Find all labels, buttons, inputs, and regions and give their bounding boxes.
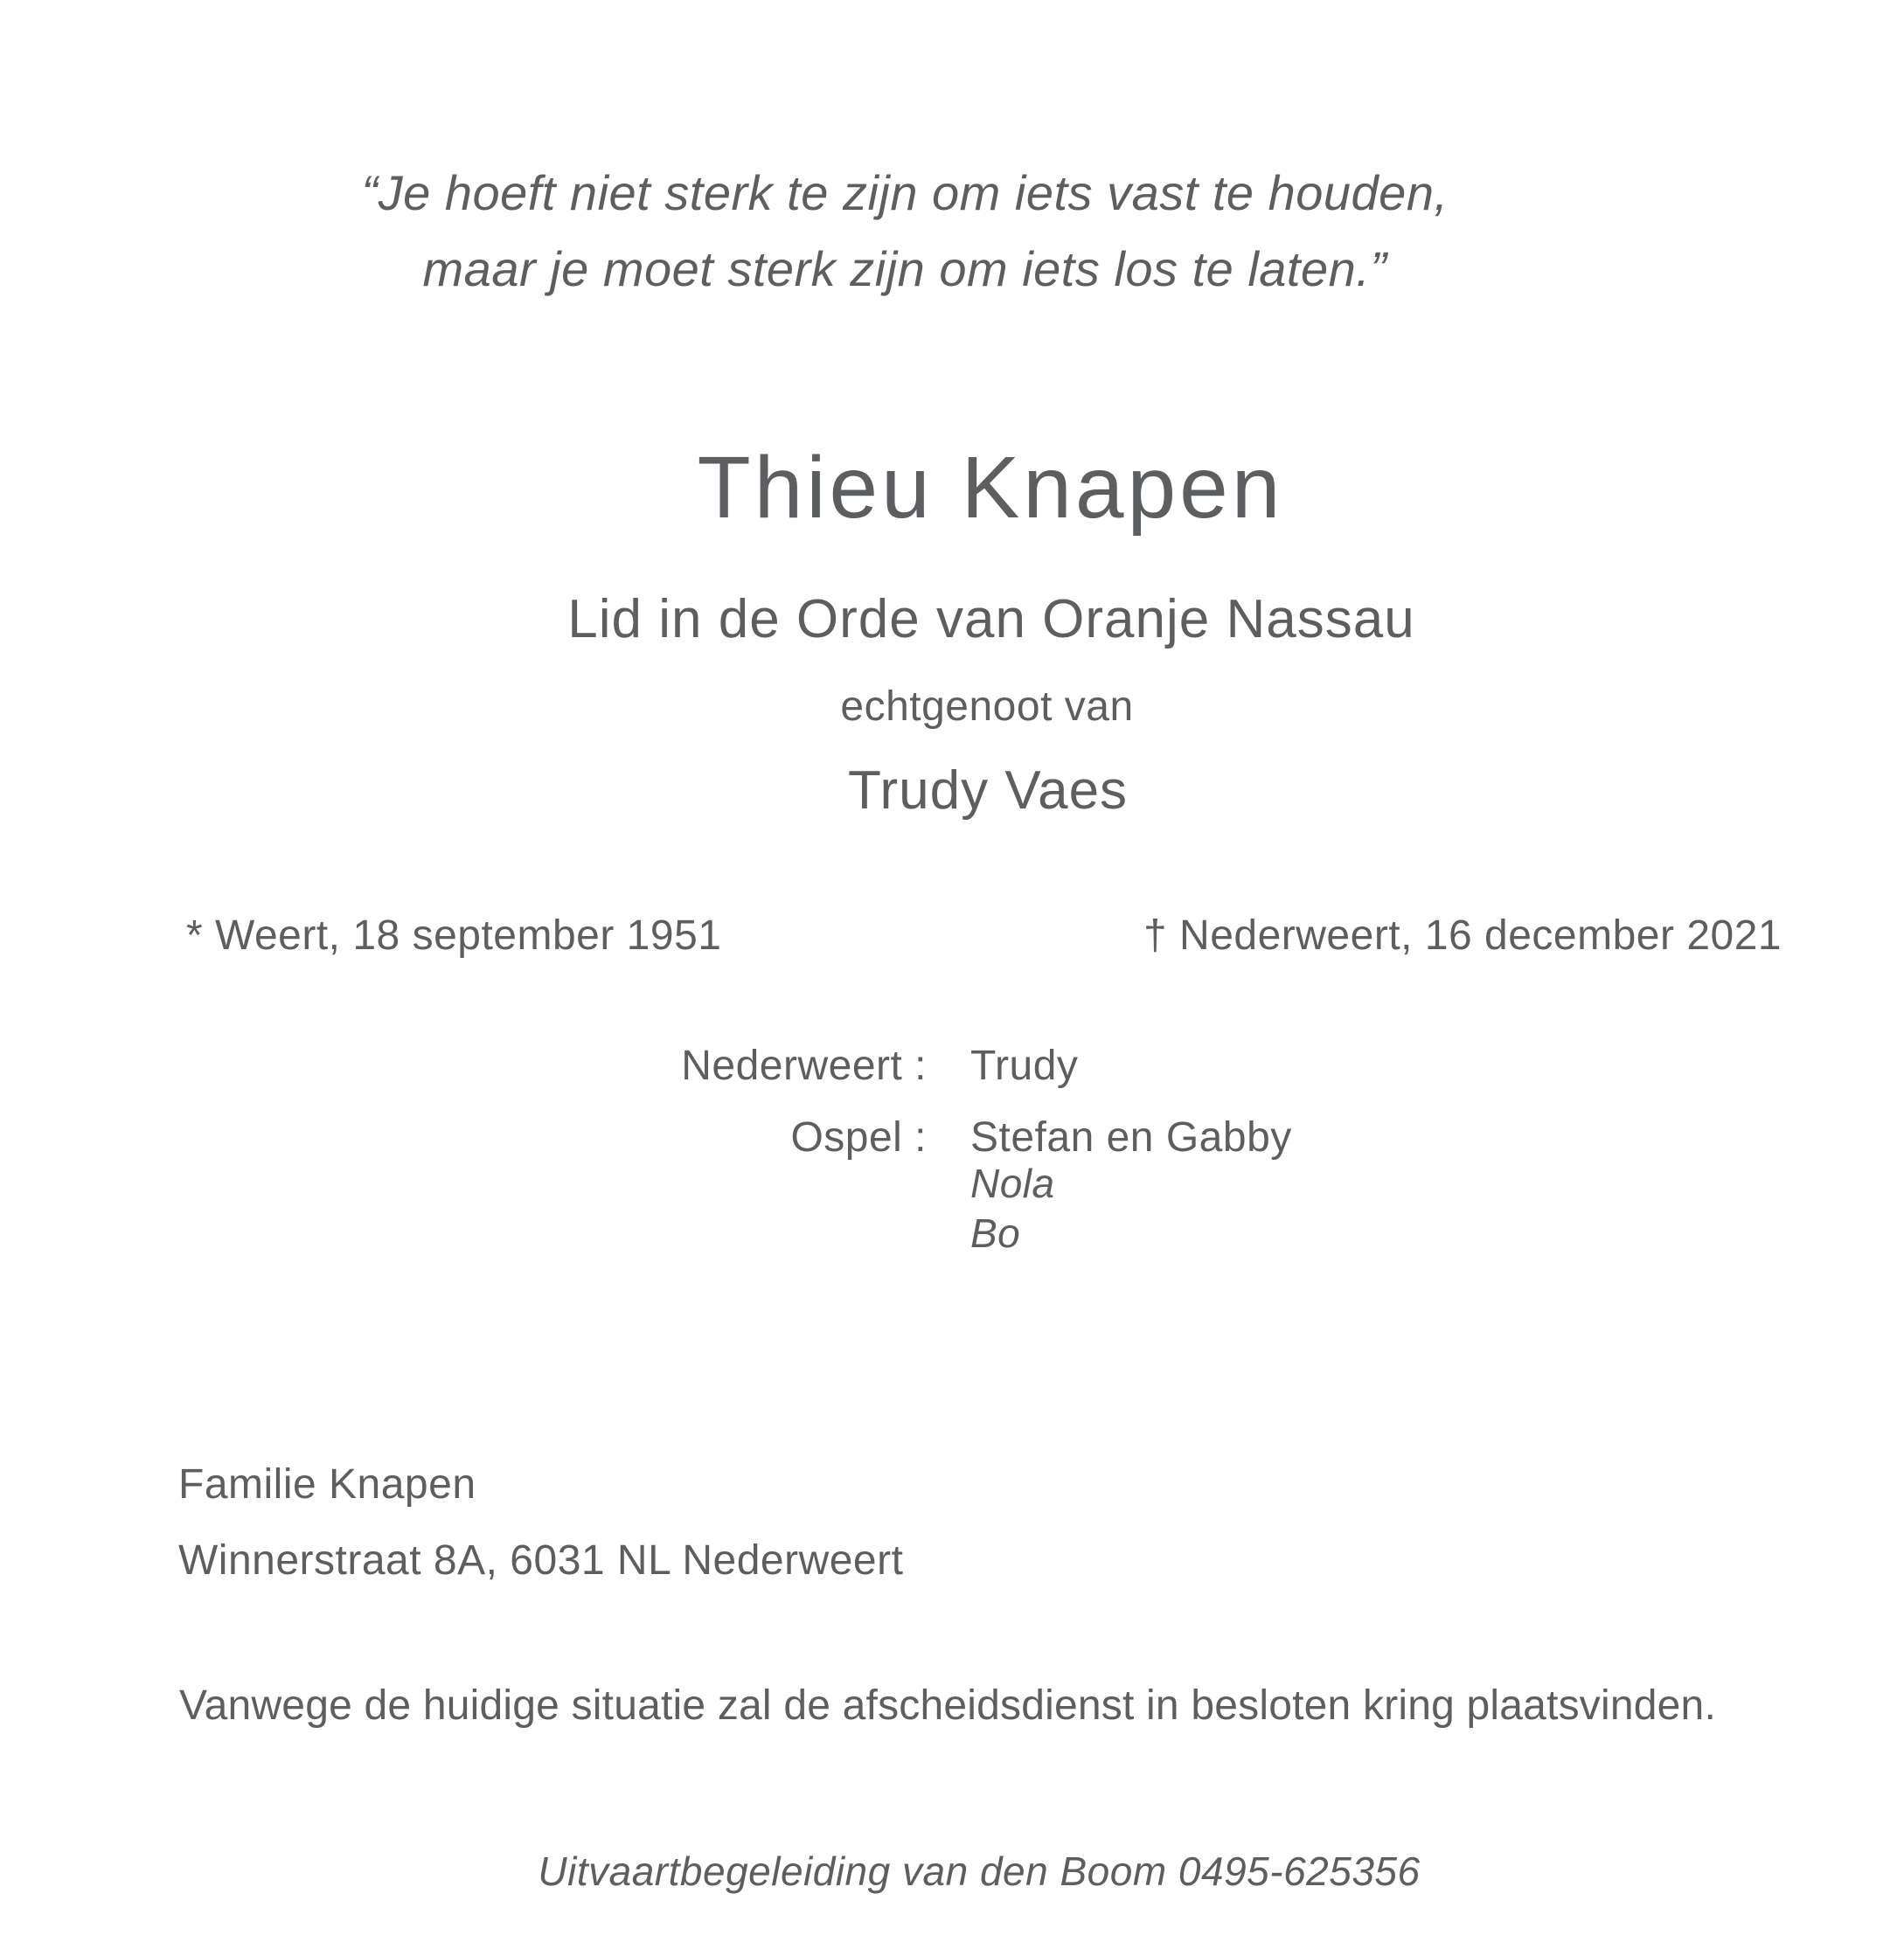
family-row bbox=[0, 1045, 1904, 1098]
street-address-line: Winnerstraat 8A, 6031 NL Nederweert bbox=[178, 1537, 904, 1584]
family-row bbox=[0, 1114, 1904, 1169]
private-service-notice: Vanwege de huidige situatie zal de afscheidsdienst in besloten kring plaatsvinden. bbox=[179, 1682, 1716, 1729]
correspondence-address bbox=[178, 1446, 903, 1599]
funeral-director-credit: Uitvaartbegeleiding van den Boom 0495-625356 bbox=[538, 1848, 1421, 1894]
royal-honor: Lid in de Orde van Oranje Nassau bbox=[567, 589, 1415, 649]
family-name-line: Familie Knapen bbox=[178, 1461, 476, 1508]
grandchild-name: Bo bbox=[970, 1210, 1021, 1256]
opening-quote bbox=[361, 155, 1448, 307]
deceased-name: Thieu Knapen bbox=[697, 439, 1284, 537]
death-place-date: † Nederweert, 16 december 2021 bbox=[1143, 912, 1782, 959]
grandchild-name: Nola bbox=[970, 1161, 1055, 1206]
quote-line-1: “Je hoeft niet sterk te zijn om iets vast te houden, bbox=[361, 165, 1449, 220]
family-place-label: Nederweert : bbox=[681, 1043, 927, 1089]
family-place-label: Ospel : bbox=[790, 1114, 927, 1161]
quote-line-2: maar je moet sterk zijn om iets los te laten.” bbox=[422, 241, 1387, 296]
relation-label: echtgenoot van bbox=[840, 683, 1134, 730]
family-member-name: Stefan en Gabby bbox=[970, 1114, 1292, 1161]
spouse-name: Trudy Vaes bbox=[847, 760, 1129, 821]
family-member-name: Trudy bbox=[970, 1043, 1079, 1089]
birth-place-date: * Weert, 18 september 1951 bbox=[186, 912, 722, 959]
